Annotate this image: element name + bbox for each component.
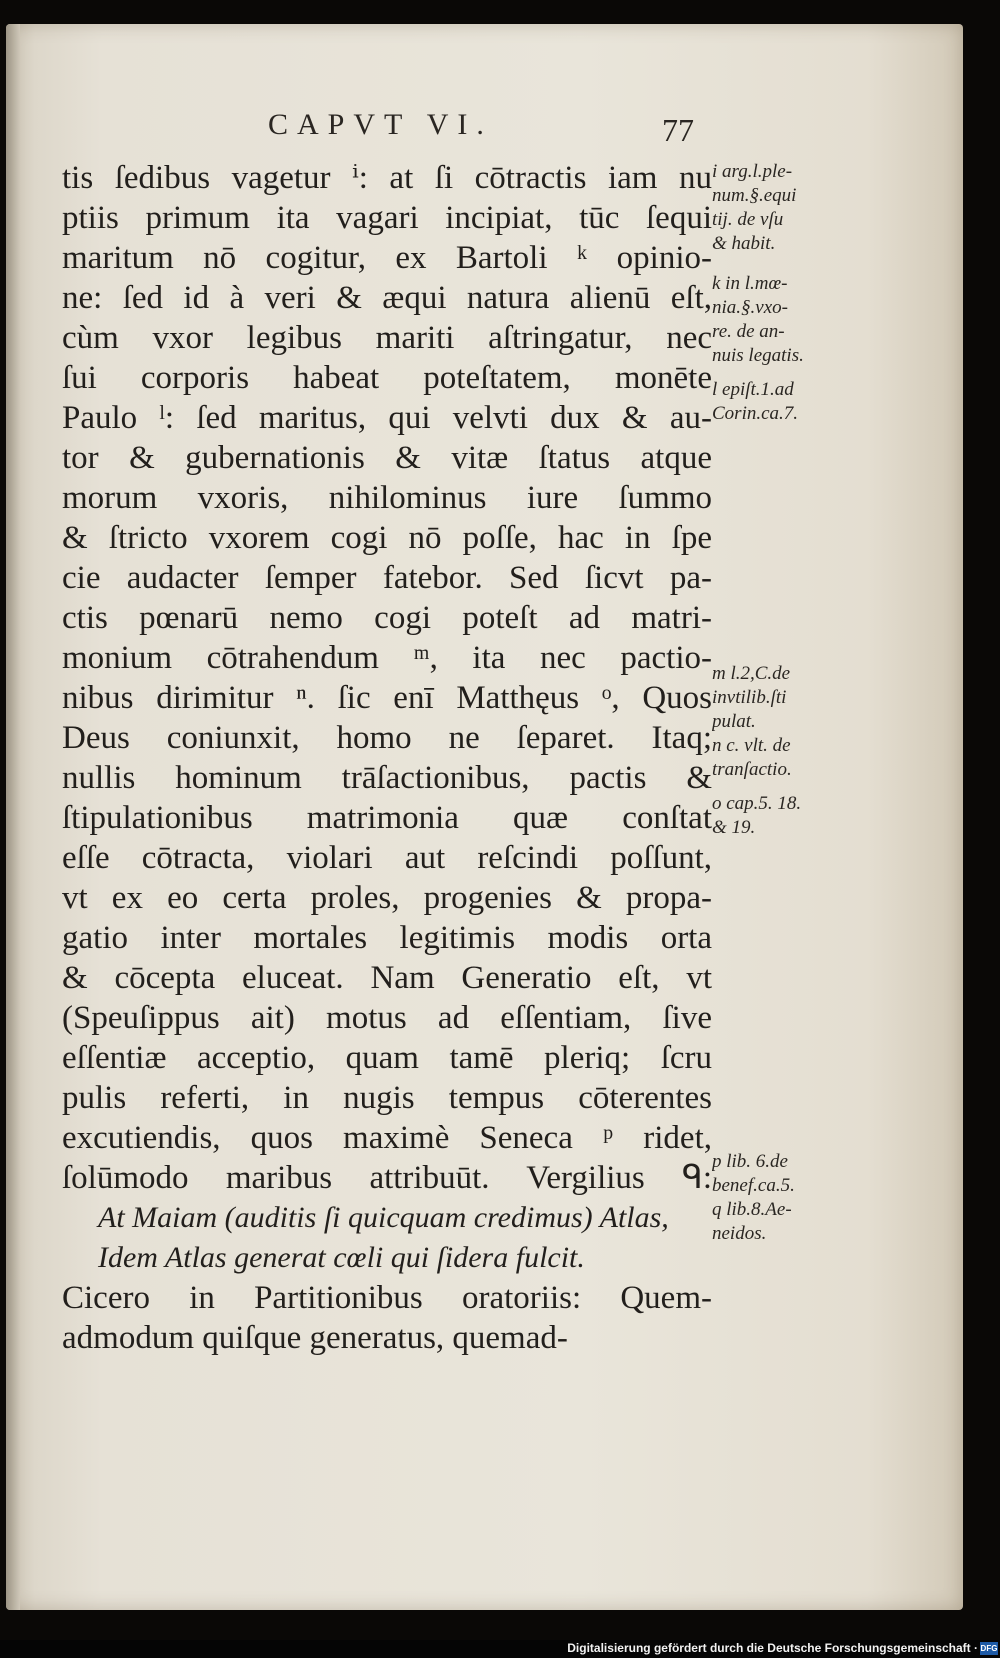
verse-line: Idem Atlas generat cœli qui ſidera fulcit. [98,1241,585,1274]
text-line: eſſentiæ acceptio, quam tamē pleriq; ſcru [62,1040,712,1076]
text-line: morum vxoris, nihilominus iure ſummo [62,480,712,516]
margin-note-line: & 19. [712,817,756,838]
margin-note-line: pulat. [712,711,756,732]
text-line: (Speuſippus ait) motus ad eſſentiam, ſive [62,1000,712,1036]
margin-note-line: benef.ca.5. [712,1175,795,1196]
text-line: nullis hominum trāſactionibus, pactis & [62,760,712,796]
text-line: Cicero in Partitionibus oratoriis: Quem- [62,1280,712,1316]
text-line: cùm vxor legibus mariti aſtringatur, nec [62,320,712,356]
text-line: eſſe cōtracta, violari aut reſcindi poſſunt, [62,840,712,876]
margin-note-line: nia.§.vxo- [712,297,788,318]
margin-notes-middle [712,662,852,840]
dfg-logo: DFG [980,1644,998,1653]
text-line: ptiis primum ita vagari incipiat, tūc ſequi [62,200,712,236]
margin-note-line: tranſactio. [712,759,792,780]
text-line: Paulo ˡ: ſed maritus, qui velvti dux & au- [62,400,712,436]
margin-note-line: Corin.ca.7. [712,403,799,424]
margin-note-line: neidos. [712,1223,767,1244]
text-line: ſolūmodo maribus attribuūt. Vergilius ᑫ: [62,1160,712,1196]
text-line: tis ſedibus vagetur ⁱ: at ſi cōtractis iam nu [62,160,712,196]
text-line: ſtipulationibus matrimonia quæ conſtat [62,800,712,836]
verse-line: At Maiam (auditis ſi quicquam credimus) Atlas, [98,1201,669,1234]
text-line: & ſtricto vxorem cogi nō poſſe, hac in ſpe [62,520,712,556]
margin-note-line: nuis legatis. [712,345,804,366]
margin-note-line: o cap.5. 18. [712,793,802,814]
body-text [62,158,712,1358]
text-line: nibus dirimitur ⁿ. ſic enī Matthęus ᵒ, Quos [62,680,712,716]
margin-note-line: l epiſt.1.ad [712,379,794,400]
margin-note-line: & habit. [712,233,776,254]
margin-note-line: num.§.equi [712,185,797,206]
margin-notes-top [712,160,852,426]
margin-note-line: m l.2,C.de [712,663,791,684]
margin-note-line: k in l.mœ- [712,273,788,294]
margin-notes-bottom [712,1150,852,1246]
margin-note-line: p lib. 6.de [712,1151,788,1172]
text-line: & cōcepta eluceat. Nam Generatio eſt, vt [62,960,712,996]
text-line: ne: ſed id à veri & æqui natura alienū eſt, [62,280,712,316]
text-line: tor & gubernationis & vitæ ſtatus atque [62,440,712,476]
page-number: 77 [662,112,694,148]
margin-note-line: n c. vlt. de [712,735,791,756]
running-title: CAPVT VI. [268,108,493,141]
digitization-credit: Digitalisierung gefördert durch die Deutsche Forschungsgemeinschaft · [567,1641,978,1655]
text-line: gatio inter mortales legitimis modis orta [62,920,712,956]
text-line: maritum nō cogitur, ex Bartoli ᵏ opinio- [62,240,712,276]
margin-note-line: i arg.l.ple- [712,161,793,182]
margin-note-line: tij. de vſu [712,209,784,230]
margin-note-line: re. de an- [712,321,785,342]
text-line: Deus coniunxit, homo ne ſeparet. Itaq; [62,720,712,756]
page-gutter-edge [6,24,20,1610]
text-line: cie audacter ſemper fatebor. Sed ſicvt pa- [62,560,712,596]
text-line: pulis referti, in nugis tempus cōterentes [62,1080,712,1116]
text-line: excutiendis, quos maximè Seneca ᵖ ridet, [62,1120,712,1156]
margin-note-line: invtilib.ſti [712,687,787,708]
text-line: vt ex eo certa proles, progenies & propa- [62,880,712,916]
text-line: monium cōtrahendum ᵐ, ita nec pactio- [62,640,712,676]
text-line: ctis pœnarū nemo cogi poteſt ad matri- [62,600,712,636]
margin-note-line: q lib.8.Ae- [712,1199,792,1220]
text-line: ſui corporis habeat poteſtatem, monēte [62,360,712,396]
text-line: admodum quiſque generatus, quemad- [62,1320,568,1356]
